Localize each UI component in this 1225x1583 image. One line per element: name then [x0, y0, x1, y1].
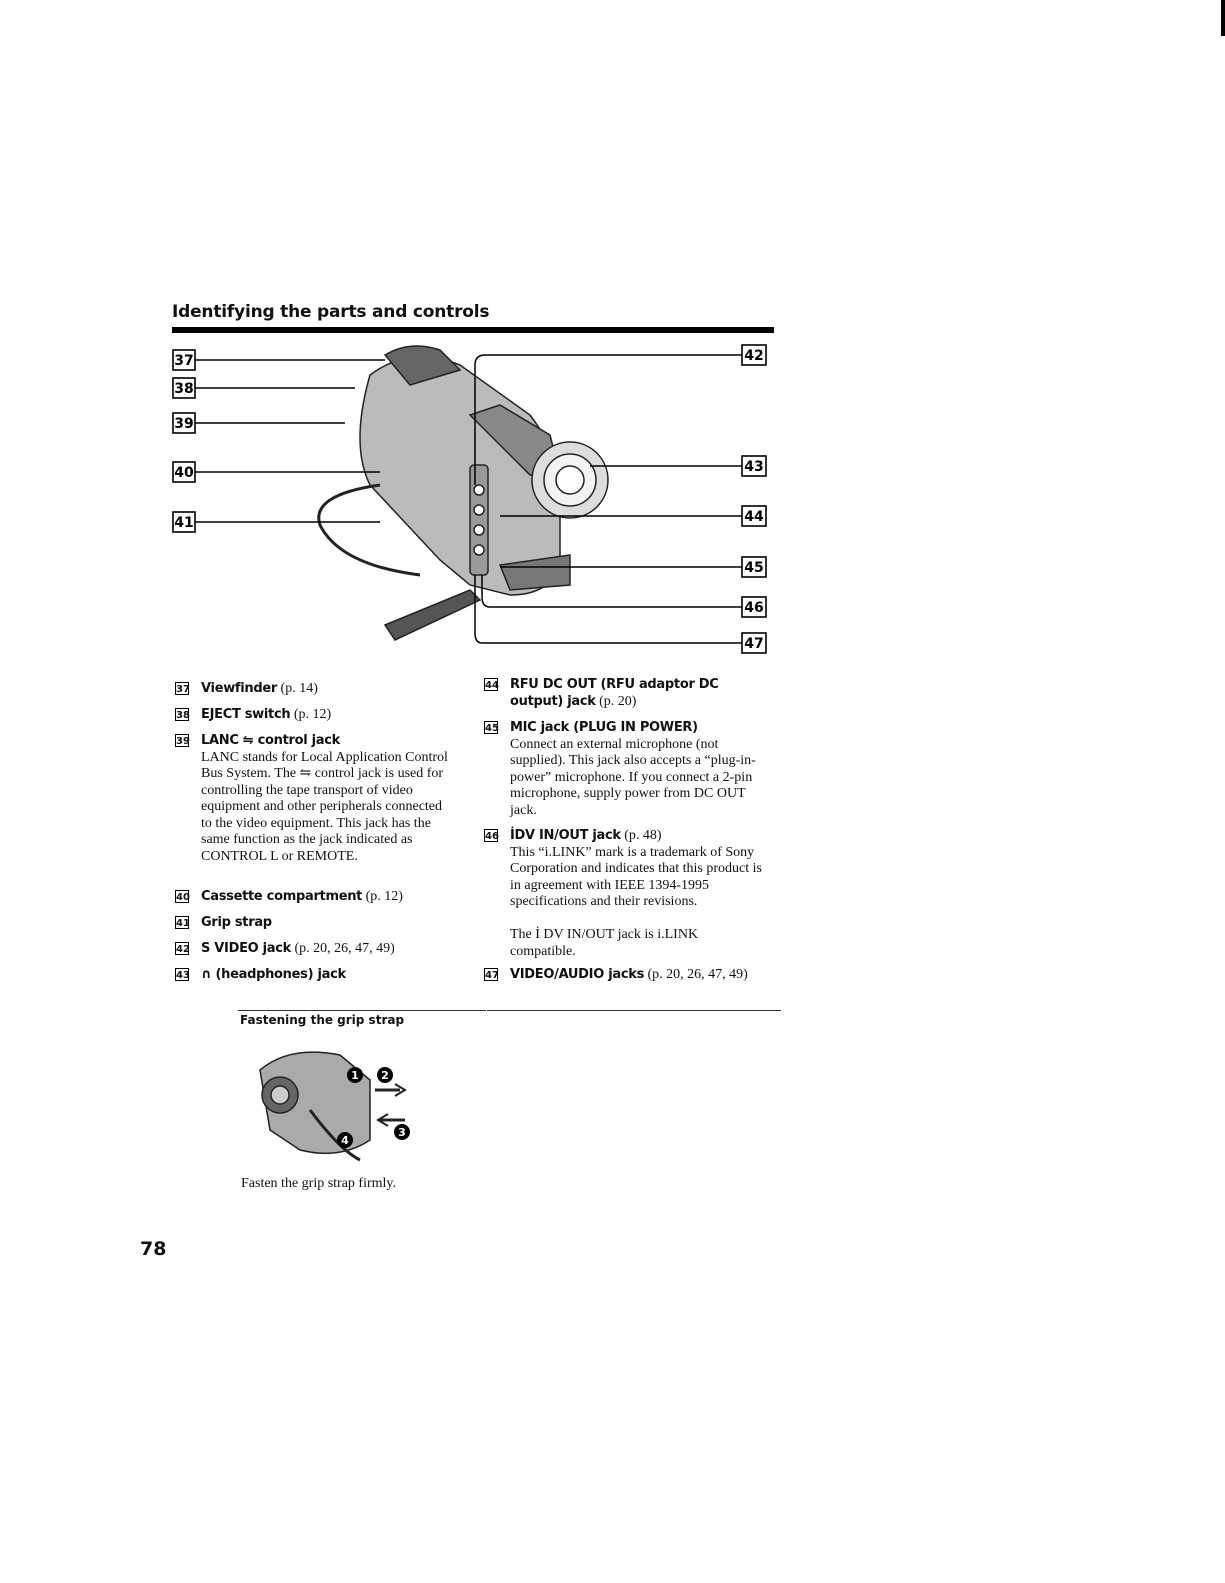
callout-label: 40: [174, 465, 194, 481]
item-number: 39: [176, 736, 190, 747]
item-number: 41: [176, 918, 190, 929]
section-divider-left: [238, 1010, 486, 1011]
left-leader-lines: [187, 360, 385, 522]
title-rule: [172, 327, 774, 333]
callout-label: 42: [744, 348, 764, 364]
list-item: [175, 967, 475, 984]
list-item: [175, 889, 475, 906]
item-page-ref: (p. 20, 26, 47, 49): [644, 967, 748, 982]
left-callouts: [173, 350, 195, 532]
page-edge-mark: [1221, 0, 1225, 36]
item-title: VIDEO/AUDIO jacks: [510, 967, 645, 982]
item-title: Cassette compartment: [201, 889, 363, 904]
step-number: 3: [398, 1126, 406, 1139]
item-description: This “i.LINK” mark is a trademark of Sony Corporation and indicates that this product is in agreement with IEEE 1394-1995 specifications and their revisions.: [510, 844, 762, 909]
page-title: Identifying the parts and controls: [172, 302, 490, 322]
item-number: 47: [485, 970, 499, 981]
callout-label: 37: [174, 353, 194, 369]
item-number: 40: [176, 892, 190, 903]
item-title: EJECT switch: [201, 707, 291, 722]
callout-label: 43: [744, 459, 764, 475]
camcorder-illustration: [319, 346, 608, 640]
page-number: 78: [140, 1238, 167, 1260]
list-item: [484, 677, 774, 710]
item-page-ref: (p. 20, 26, 47, 49): [291, 941, 395, 956]
callout-label: 46: [744, 600, 764, 616]
item-page-ref: (p. 20): [595, 693, 637, 709]
list-item: [484, 720, 774, 819]
item-title: LANC ⇋ control jack: [201, 733, 341, 748]
item-number: 42: [176, 944, 190, 955]
item-number: 38: [176, 710, 190, 721]
ilink-note: The İ DV IN/OUT jack is i.LINK compatible.: [510, 927, 699, 959]
item-page-ref: (p. 48): [620, 828, 662, 843]
item-title: S VIDEO jack: [201, 941, 292, 956]
callout-label: 38: [174, 381, 194, 397]
item-page-ref: (p. 12): [290, 707, 332, 722]
list-item: [484, 828, 779, 911]
item-title: İDV IN/OUT jack: [510, 828, 621, 843]
step-number: 1: [351, 1069, 359, 1082]
callout-label: 41: [174, 515, 194, 531]
right-callouts: [742, 345, 766, 653]
item-number: 45: [485, 723, 499, 734]
item-number: 44: [485, 680, 499, 691]
section-divider-right: [487, 1010, 781, 1011]
fastening-heading: Fastening the grip strap: [240, 1013, 405, 1027]
item-title: MIC jack (PLUG IN POWER): [510, 720, 698, 735]
ilink-note-block: [484, 927, 774, 960]
grip-strap-illustration: [250, 1040, 425, 1170]
item-description: Connect an external microphone (not supplied). This jack also accepts a “plug-in-power” microphone. If you connect a 2-pin microphone, supply power from DC OUT jack.: [510, 736, 756, 818]
item-title: Grip strap: [201, 915, 272, 930]
item-page-ref: (p. 14): [277, 681, 318, 696]
item-title: Viewfinder: [201, 681, 278, 696]
item-number: 46: [485, 831, 499, 842]
item-number: 37: [176, 684, 190, 695]
list-item: [175, 941, 475, 958]
callout-label: 44: [744, 509, 764, 525]
fastening-caption: Fasten the grip strap firmly.: [241, 1176, 397, 1191]
callout-label: 45: [744, 560, 764, 576]
list-item: [175, 707, 475, 724]
item-title: ∩ (headphones) jack: [201, 967, 346, 982]
callout-label: 39: [174, 416, 194, 432]
list-item: [175, 915, 475, 932]
callout-label: 47: [744, 636, 764, 652]
step-number: 2: [381, 1069, 389, 1082]
camcorder-diagram: [170, 335, 780, 665]
list-item: [175, 681, 475, 698]
item-description: LANC stands for Local Application Control Bus System. The ⇋ control jack is used for controlling the tape transport of video equipment and other peripherals connected to the video equipment. This jack has the same function as the jack indicated as CONTROL L or REMOTE.: [201, 749, 448, 864]
item-number: 43: [176, 970, 190, 981]
list-item: [484, 967, 779, 984]
list-item: [175, 733, 465, 865]
item-title: RFU DC OUT (RFU adaptor DC output) jack: [510, 677, 719, 709]
step-number: 4: [341, 1134, 349, 1147]
item-page-ref: (p. 12): [362, 889, 403, 904]
